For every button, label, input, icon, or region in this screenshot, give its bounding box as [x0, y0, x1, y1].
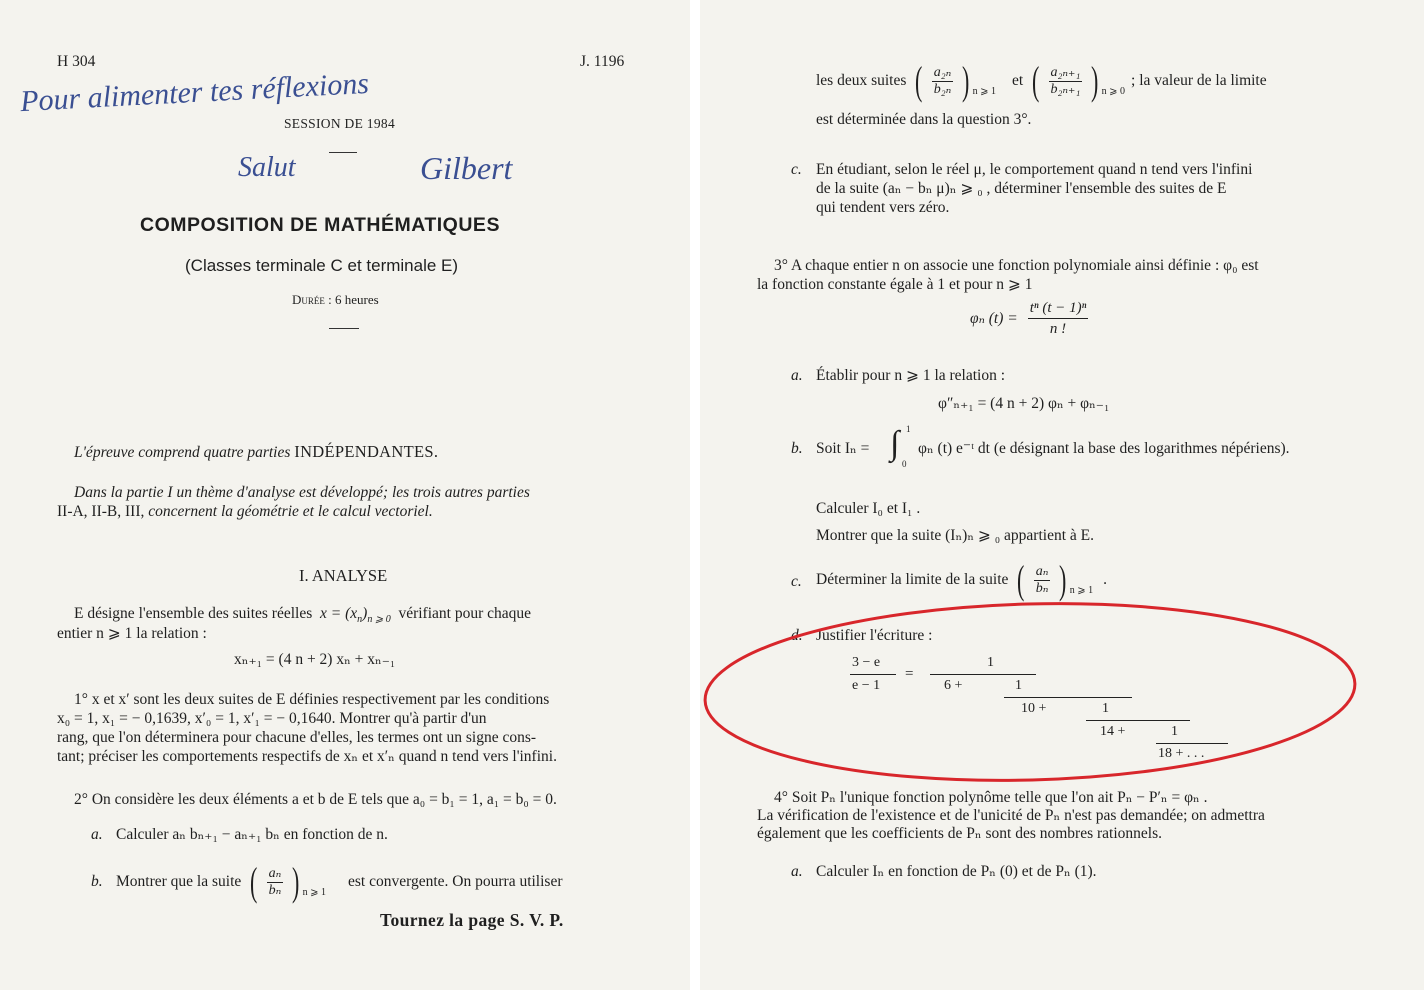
q3b-label: b.: [791, 440, 803, 457]
p1-line-1: les deux suites ( $\frac{\text{a₂ₙ}}{\text{b₂ₙ}}$ ) n ⩾ 1 et ( $\frac{\text{a₂ₙ₊₁}}{\text{b₂ₙ₊₁}}$ ) n ⩾ 0 ; la valeur de la limite: [816, 58, 1267, 103]
cf-num-3: 1: [1102, 701, 1109, 716]
cf-term-6: 6 +: [944, 678, 963, 693]
integral-lower: 0: [902, 459, 907, 469]
q2b-text: Montrer que la suite ( $\frac{\text{aₙ}}{\text{bₙ}}$ ) n ⩾ 1 est convergente. On pourra utiliser: [116, 859, 563, 904]
exam-title: COMPOSITION DE MATHÉMATIQUES: [140, 214, 500, 236]
title-divider: [329, 328, 359, 329]
q3d-text: Justifier l'écriture :: [816, 627, 933, 644]
cf-term-18: 18 + . . .: [1158, 746, 1205, 761]
phi-definition: [970, 298, 1088, 339]
p1-text-b: ; la valeur de la limite: [1131, 72, 1267, 89]
q3-line-1: 3° A chaque entier n on associe une fonction polynomiale ainsi définie : φ₀ est: [774, 257, 1259, 274]
phi-fraction: $\frac{\text{tⁿ (t − 1)ⁿ}}{n !}$: [1029, 300, 1087, 337]
duration-value: : 6 heures: [328, 292, 379, 307]
intro-line-3: [57, 502, 433, 522]
p1-sub-2: n ⩾ 0: [1101, 86, 1126, 97]
q3b-text-b: φₙ (t) e⁻ᵗ dt (e désignant la base des logarithmes népériens).: [918, 440, 1290, 457]
q1-line-4: tant; préciser les comportements respectifs de xₙ et x′ₙ quand n tend vers l'infini.: [57, 748, 557, 765]
phi-lhs: φₙ (t) =: [970, 309, 1018, 327]
p1-sub-1: n ⩾ 1: [972, 86, 996, 97]
q3c-subscript: n ⩾ 1: [1069, 585, 1094, 596]
turn-page-note: Tournez la page S. V. P.: [380, 910, 564, 930]
cf-lhs-numerator: 3 − e: [852, 655, 881, 670]
integral-upper: 1: [906, 424, 911, 434]
right-page: [700, 0, 1424, 990]
q3c-dot: .: [1103, 571, 1107, 588]
p1-line-2: est déterminée dans la question 3°.: [816, 111, 1032, 128]
section-title: I. ANALYSE: [299, 566, 388, 585]
q2b-fraction: $\frac{\text{aₙ}}{\text{bₙ}}$: [268, 865, 282, 898]
qc-line-2: de la suite (aₙ − bₙ μ)ₙ ⩾ ₀ , déterminer l'ensemble des suites de E: [816, 180, 1227, 197]
cf-equals: =: [905, 666, 914, 682]
def-text-a: E désigne l'ensemble des suites réelles: [74, 605, 313, 622]
intro-line-2: Dans la partie I un thème d'analyse est développé; les trois autres parties: [74, 484, 530, 501]
p1-et: et: [1012, 72, 1024, 89]
p1-fraction-1: $\frac{\text{a₂ₙ}}{\text{b₂ₙ}}$: [933, 64, 952, 97]
q4-line-2: La vérification de l'existence et de l'unicité de Pₙ n'est pas demandée; on admettra: [757, 807, 1265, 824]
q2b-text-a: Montrer que la suite: [116, 873, 242, 890]
left-page: [0, 0, 690, 990]
recurrence-relation: xₙ₊₁ = (4 n + 2) xₙ + xₙ₋₁: [234, 651, 396, 668]
q3c-label: c.: [791, 573, 802, 590]
q4-line-1: 4° Soit Pₙ l'unique fonction polynôme telle que l'on ait Pₙ − P′ₙ = φₙ .: [774, 789, 1208, 806]
intro-line-1: [74, 442, 438, 463]
cf-lhs-denominator: e − 1: [852, 678, 881, 693]
q3d-label: d.: [791, 627, 803, 644]
intro-parts: II-A, II-B, III,: [57, 503, 145, 520]
intro-topics: concernent la géométrie et le calcul vectoriel.: [148, 503, 433, 520]
q3a-label: a.: [791, 367, 803, 384]
intro-caps: INDÉPENDANTES.: [294, 442, 439, 461]
duration-label: Durée: [292, 292, 325, 307]
q3c-fraction: $\frac{\text{aₙ}}{\text{bₙ}}$: [1035, 563, 1049, 596]
intro-italic: L'épreuve comprend quatre parties: [74, 444, 291, 461]
q3a-formula: φ″ₙ₊₁ = (4 n + 2) φₙ + φₙ₋₁: [938, 395, 1110, 412]
qc-line-1: En étudiant, selon le réel μ, le comportement quand n tend vers l'infini: [816, 161, 1253, 178]
annotation-ellipse: [700, 595, 1370, 795]
q3a-text: Établir pour n ⩾ 1 la relation :: [816, 367, 1006, 384]
q3b-show: Montrer que la suite (Iₙ)ₙ ⩾ ₀ appartient à E.: [816, 527, 1094, 544]
q3c-text: Déterminer la limite de la suite ( $\frac{\text{aₙ}}{\text{bₙ}}$ ) n ⩾ 1 .: [816, 557, 1107, 602]
qc-label: c.: [791, 161, 802, 178]
q3-line-2: la fonction constante égale à 1 et pour n ⩾ 1: [757, 276, 1033, 293]
cf-num-1: 1: [987, 655, 994, 670]
cf-term-10: 10 +: [1021, 701, 1047, 716]
handwritten-note-2: Salut: [238, 152, 296, 183]
def-line-1: E désigne l'ensemble des suites réelles $x = (x_n)_{n ⩾ 0}$ vérifiant pour chaque: [74, 605, 532, 625]
q3b-text-a: Soit Iₙ =: [816, 440, 870, 457]
cf-num-2: 1: [1015, 678, 1022, 693]
q3c-text-a: Déterminer la limite de la suite: [816, 571, 1009, 588]
duration: [292, 292, 379, 308]
def-line-2: entier n ⩾ 1 la relation :: [57, 625, 207, 642]
q2b-subscript: n ⩾ 1: [302, 887, 326, 898]
q2b-label: b.: [91, 873, 103, 890]
q2a-text: Calculer aₙ bₙ₊₁ − aₙ₊₁ bₙ en fonction de n.: [116, 826, 388, 843]
qc-line-3: qui tendent vers zéro.: [816, 199, 950, 216]
q1-line-3: rang, que l'on déterminera pour chacune d'elles, les termes ont un signe cons-: [57, 729, 537, 746]
q2-line-1: 2° On considère les deux éléments a et b de E tels que a₀ = b₁ = 1, a₁ = b₀ = 0.: [74, 791, 557, 808]
session-divider: [329, 152, 357, 153]
handwritten-note-1: Pour alimenter tes réflexions: [19, 66, 370, 119]
q4-line-3: également que les coefficients de Pₙ sont des nombres rationnels.: [757, 825, 1163, 842]
q1-line-1: 1° x et x′ sont les deux suites de E définies respectivement par les conditions: [74, 691, 550, 708]
cf-num-4: 1: [1171, 724, 1178, 739]
exam-subtitle: (Classes terminale C et terminale E): [185, 256, 459, 275]
exam-code-right: J. 1196: [580, 53, 625, 70]
def-text-b: vérifiant pour chaque: [398, 605, 532, 622]
q3b-calc: Calculer I₀ et I₁ .: [816, 500, 921, 517]
p1-fraction-2: $\frac{\text{a₂ₙ₊₁}}{\text{b₂ₙ₊₁}}$: [1050, 64, 1081, 97]
q4a-text: Calculer Iₙ en fonction de Pₙ (0) et de Pₙ (1).: [816, 863, 1097, 880]
q1-line-2: x₀ = 1, x₁ = − 0,1639, x′₀ = 1, x′₁ = − 0,1640. Montrer qu'à partir d'un: [57, 710, 487, 727]
q2a-label: a.: [91, 826, 103, 843]
exam-code-left: H 304: [57, 53, 96, 70]
q2b-text-b: est convergente. On pourra utiliser: [348, 873, 563, 890]
cf-term-14: 14 +: [1100, 724, 1126, 739]
p1-text-a: les deux suites: [816, 72, 907, 89]
q4a-label: a.: [791, 863, 803, 880]
integral-sign: ∫: [890, 425, 900, 462]
session-label: SESSION DE 1984: [284, 116, 396, 131]
handwritten-signature: Gilbert: [420, 150, 513, 186]
